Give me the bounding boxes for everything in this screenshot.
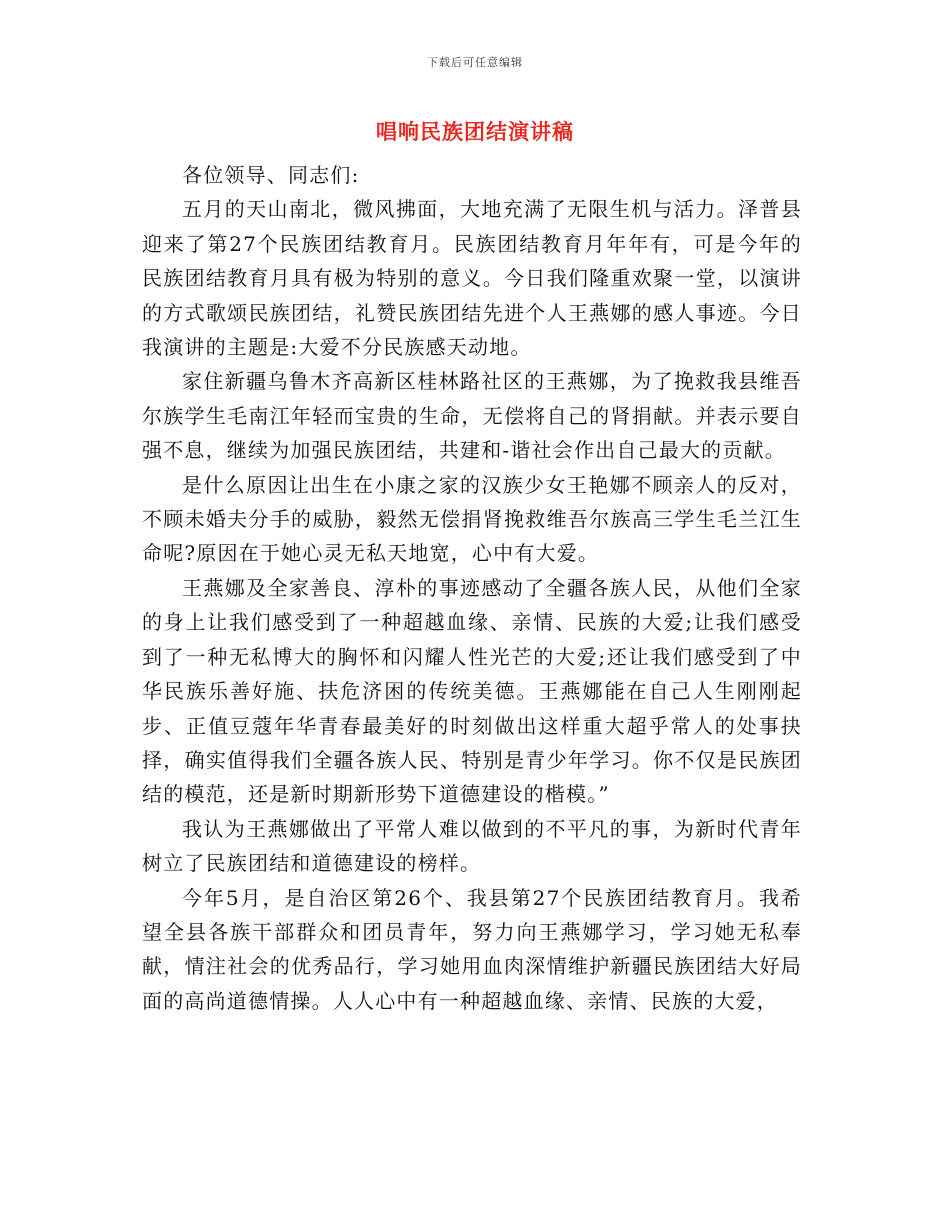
body-paragraph: 五月的天山南北，微风拂面，大地充满了无限生机与活力。泽普县迎来了第27个民族团结教育月。民族团结教育月年年有，可是今年的民族团结教育月具有极为特别的意义。今日我们隆重欢聚一堂，以演讲的方式歌颂民族团结，礼赞民族团结先进个人王燕娜的感人事迹。今日我演讲的主题是:大爱不分民族感天动地。 (142, 197, 802, 360)
body-paragraph: 我认为王燕娜做出了平常人难以做到的不平凡的事，为新时代青年树立了民族团结和道德建设的榜样。 (142, 816, 802, 876)
body-paragraph: 王燕娜及全家善良、淳朴的事迹感动了全疆各族人民，从他们全家的身上让我们感受到了一种超越血缘、亲情、民族的大爱;让我们感受到了一种无私博大的胸怀和闪耀人性光芒的大爱;还让我们感受到了中华民族乐善好施、扶危济困的传统美德。王燕娜能在自己人生刚刚起步、正值豆蔻年华青春最美好的时刻做出这样重大超乎常人的处事抉择，确实值得我们全疆各族人民、特别是青少年学习。你不仅是民族团结的模范，还是新时期新形势下道德建设的楷模。” (142, 575, 802, 807)
body-paragraph: 是什么原因让出生在小康之家的汉族少女王艳娜不顾亲人的反对，不顾未婚夫分手的威胁，毅然无偿捐肾挽救维吾尔族高三学生毛兰江生命呢?原因在于她心灵无私天地宽，心中有大爱。 (142, 472, 802, 566)
document-title: 唱响民族团结演讲稿 (376, 119, 574, 144)
page-header-note: 下载后可任意编辑 (427, 56, 523, 69)
document-body (142, 158, 802, 1018)
body-paragraph: 今年5月，是自治区第26个、我县第27个民族团结教育月。我希望全县各族干部群众和团员青年，努力向王燕娜学习，学习她无私奉献，情注社会的优秀品行，学习她用血肉深情维护新疆民族团结大好局面的高尚道德情操。人人心中有一种超越血缘、亲情、民族的大爱， (142, 885, 802, 1013)
salutation-paragraph: 各位领导、同志们: (182, 163, 360, 187)
body-paragraph: 家住新疆乌鲁木齐高新区桂林路社区的王燕娜，为了挽救我县维吾尔族学生毛南江年轻而宝贵的生命，无偿将自己的肾捐献。并表示要自强不息，继续为加强民族团结，共建和-谐社会作出自己最大的贡献。 (142, 369, 802, 463)
